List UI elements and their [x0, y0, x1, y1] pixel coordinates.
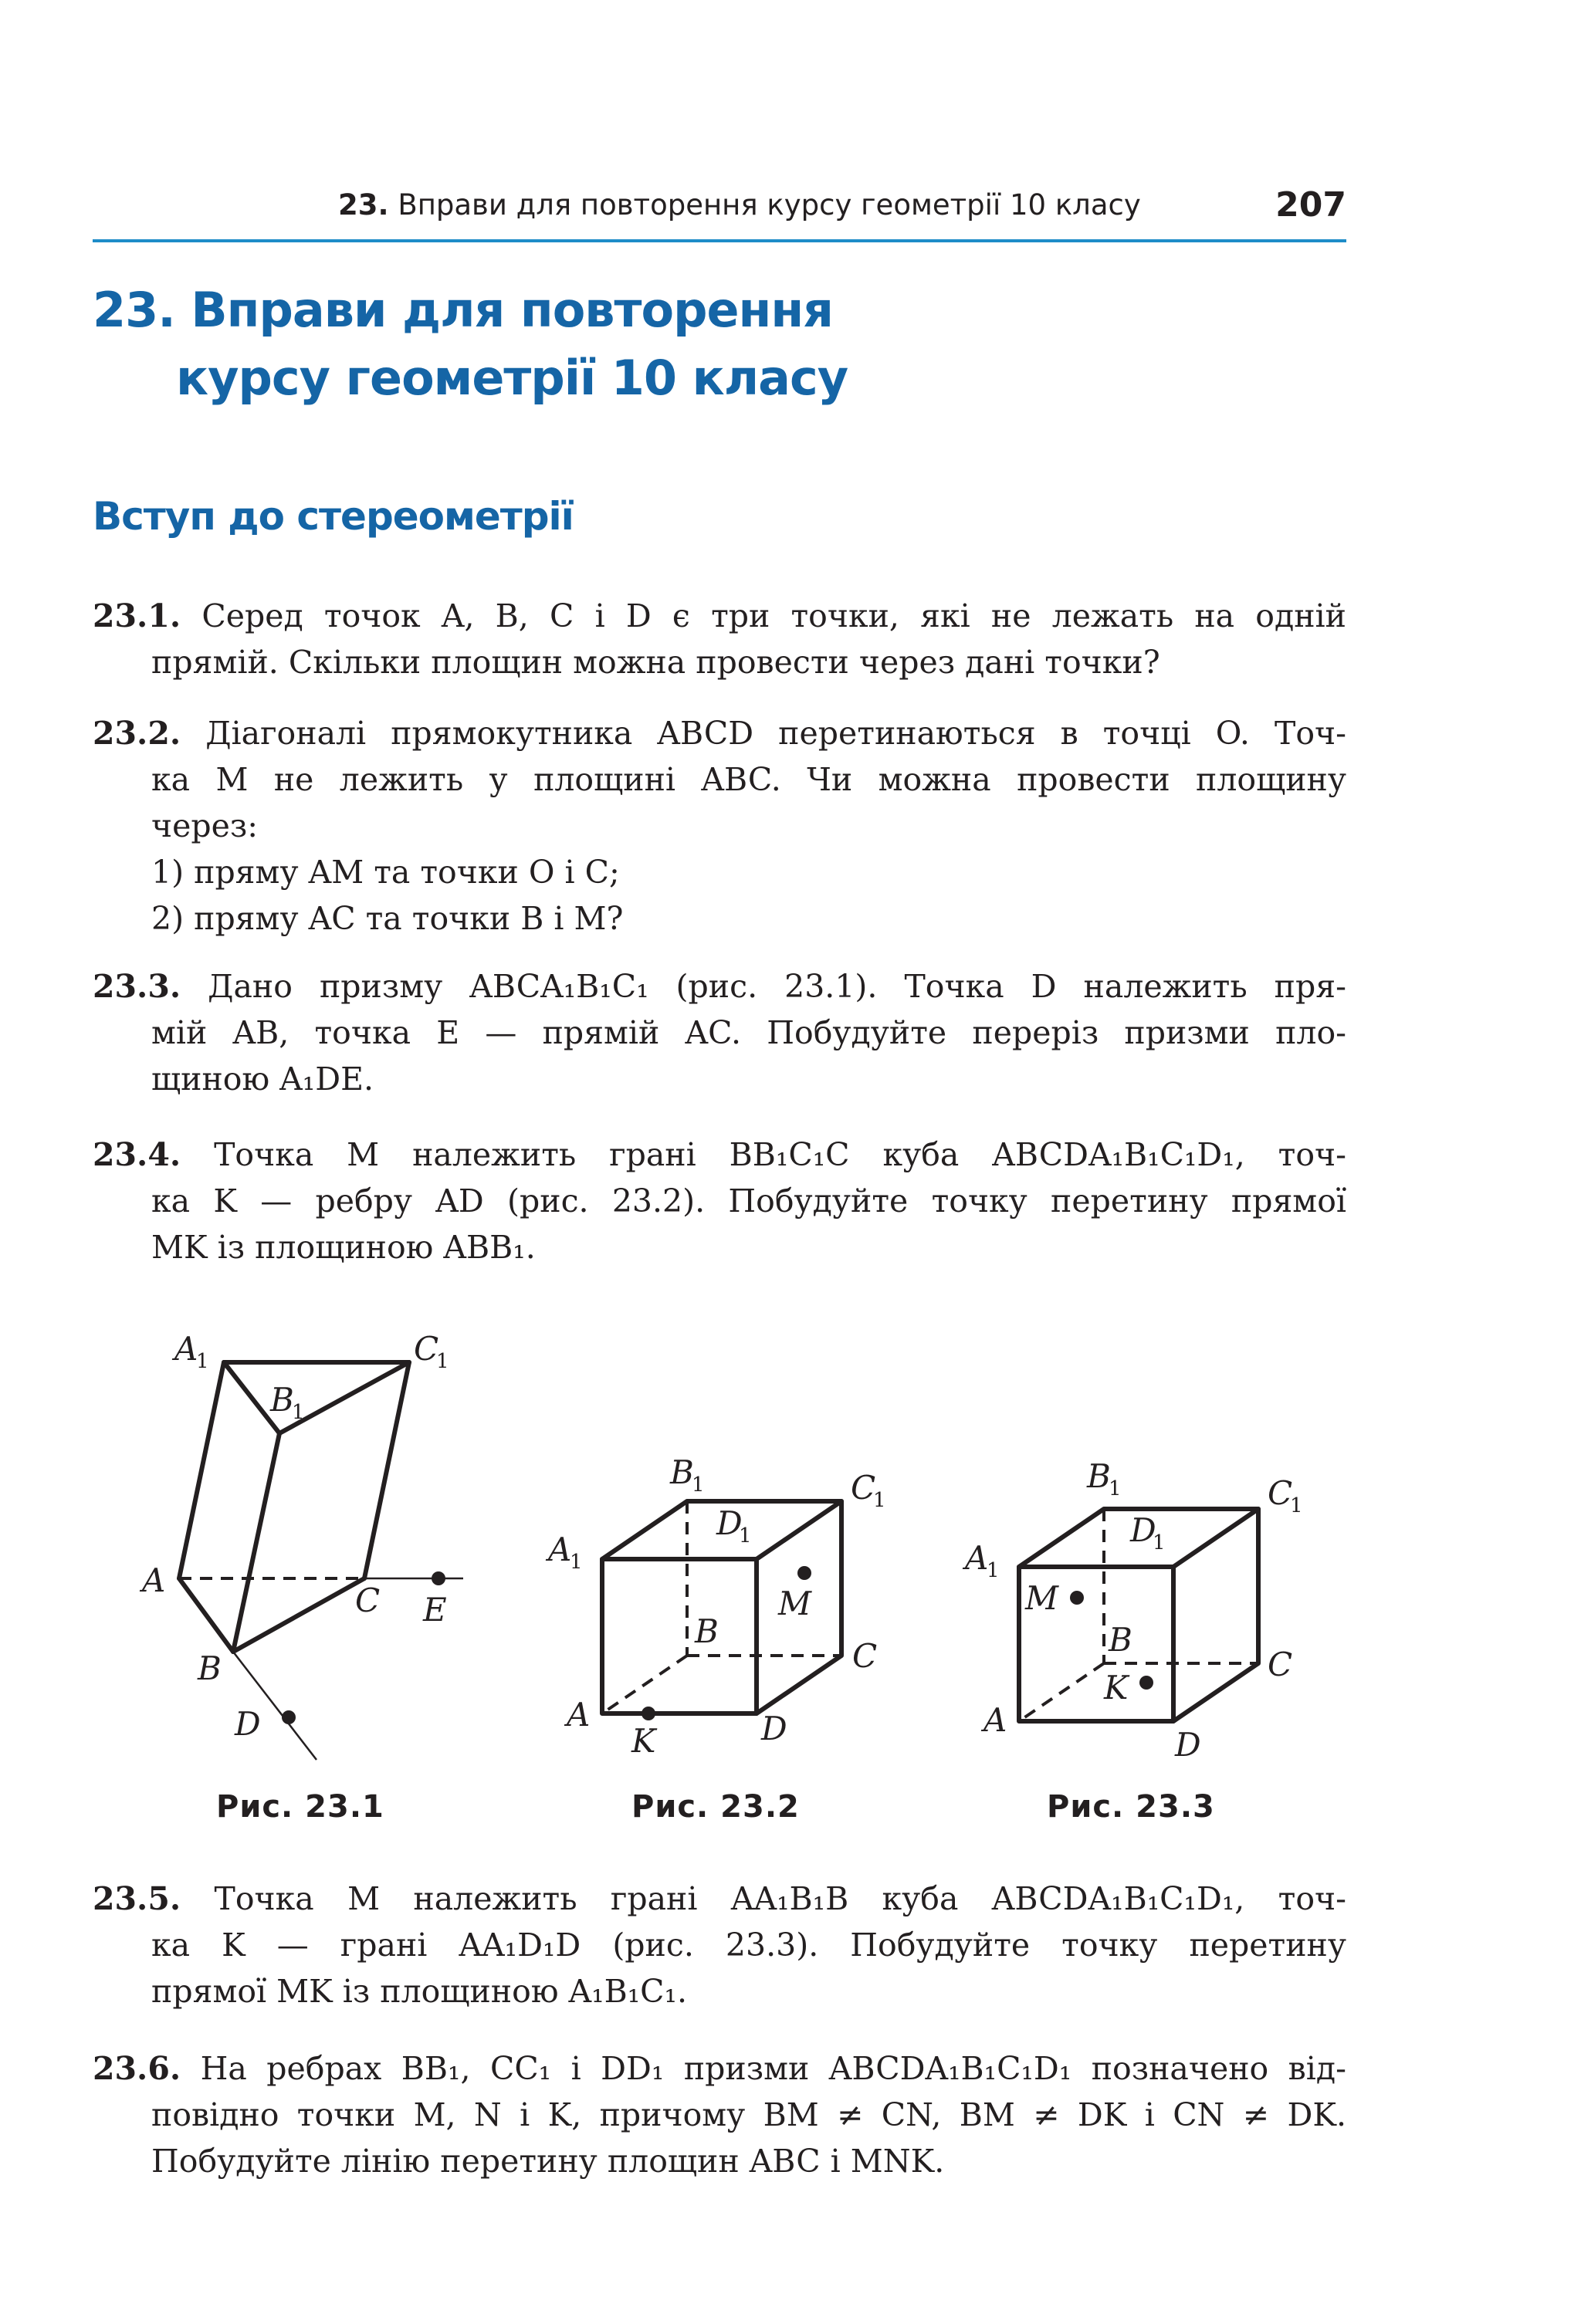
label-m: M — [778, 1585, 812, 1622]
label-a1: A — [174, 1330, 198, 1368]
subscript: 1 — [436, 1350, 449, 1373]
section-title: Вступ до стереометрії — [93, 494, 574, 539]
label-b: B — [198, 1649, 222, 1687]
exercise-line: прямої MK із площиною A₁B₁C₁. — [151, 1973, 687, 2010]
edge-a-a1 — [179, 1362, 224, 1578]
point-e — [432, 1571, 445, 1585]
exercise-line: 2) пряму AC та точки B і M? — [151, 900, 624, 937]
label-c1: C — [1268, 1474, 1293, 1512]
running-section-number: 23. — [338, 188, 389, 222]
label-k: K — [631, 1722, 656, 1760]
edge-b-b1 — [233, 1433, 279, 1652]
edge-a-b-hidden — [1019, 1663, 1104, 1721]
exercise-number: 23.4. — [93, 1136, 181, 1173]
subscript: 1 — [292, 1401, 305, 1424]
exercise-line: мій AB, точка E — прямій AC. Побудуйте переріз призми пло- — [151, 1014, 1346, 1051]
label-c1: C — [414, 1330, 439, 1368]
figure-23-3-cube — [957, 1447, 1328, 1779]
exercise-23-2 — [93, 710, 1346, 942]
running-title — [338, 188, 1141, 222]
edge-a-b — [179, 1578, 233, 1652]
figure-caption-23-2: Рис. 23.2 — [631, 1789, 800, 1825]
point-d — [282, 1710, 296, 1724]
label-b1: B — [1087, 1457, 1111, 1495]
subscript: 1 — [739, 1524, 752, 1548]
label-b: B — [1109, 1621, 1132, 1659]
label-c: C — [1268, 1646, 1293, 1683]
chapter-title-line-1: 23. Вправи для повторення — [93, 282, 833, 338]
exercise-line: Діагоналі прямокутника ABCD перетинаються в точці O. Точ- — [205, 715, 1346, 752]
exercise-line: через: — [151, 807, 259, 844]
label-d1: D — [716, 1504, 743, 1542]
chapter-title-line-2: курсу геометрії 10 класу — [176, 350, 848, 406]
face-front — [602, 1559, 757, 1713]
point-m — [1070, 1591, 1084, 1605]
label-c: C — [355, 1581, 381, 1619]
figure-caption-23-1: Рис. 23.1 — [216, 1789, 384, 1825]
exercise-line: Точка M належить грані AA₁B₁B куба ABCDA₁B₁C₁D₁, точ- — [214, 1880, 1346, 1917]
label-m: M — [1025, 1579, 1059, 1617]
exercise-line: На ребрах BB₁, CC₁ і DD₁ призми ABCDA₁B₁C₁D₁ позначено від- — [200, 2050, 1346, 2087]
exercise-line: ка K — ребру AD (рис. 23.2). Побудуйте точку перетину прямої — [151, 1182, 1346, 1220]
label-d: D — [1175, 1726, 1201, 1764]
exercise-line: Серед точок A, B, C і D є три точки, які не лежать на одній — [201, 597, 1346, 634]
label-a1: A — [965, 1539, 989, 1577]
point-m — [797, 1566, 811, 1580]
label-a: A — [983, 1701, 1007, 1739]
label-a: A — [142, 1561, 166, 1599]
running-section-title: Вправи для повторення курсу геометрії 10 класу — [398, 188, 1141, 222]
exercise-line: 1) пряму AM та точки O і C; — [151, 854, 620, 891]
label-b1: B — [670, 1453, 694, 1491]
figure-23-2-cube — [540, 1443, 911, 1775]
exercise-number: 23.3. — [93, 968, 181, 1005]
exercise-line: MK із площиною ABB₁. — [151, 1229, 536, 1266]
header-rule — [93, 239, 1346, 242]
label-b1: B — [270, 1381, 294, 1419]
label-e: E — [423, 1591, 447, 1629]
point-k — [642, 1707, 655, 1720]
subscript: 1 — [1290, 1494, 1303, 1517]
exercise-line: Побудуйте лінію перетину площин ABC і MNK. — [151, 2143, 945, 2180]
exercise-23-4 — [93, 1132, 1346, 1270]
exercise-number: 23.6. — [93, 2050, 181, 2087]
edge-b-c — [233, 1578, 364, 1652]
label-c: C — [852, 1637, 878, 1675]
label-c1: C — [851, 1469, 876, 1507]
figure-23-1-prism — [131, 1312, 494, 1768]
label-k: K — [1104, 1669, 1129, 1707]
subscript: 1 — [1109, 1477, 1122, 1500]
exercise-line: ка M не лежить у площині ABC. Чи можна провести площину — [151, 761, 1346, 798]
subscript: 1 — [196, 1350, 209, 1373]
exercise-number: 23.1. — [93, 597, 181, 634]
label-b: B — [695, 1612, 719, 1650]
exercise-23-3 — [93, 963, 1346, 1102]
subscript: 1 — [570, 1551, 583, 1574]
subscript: 1 — [987, 1559, 1000, 1582]
figure-caption-23-3: Рис. 23.3 — [1047, 1789, 1215, 1825]
label-a1: A — [548, 1531, 572, 1568]
exercise-line: повідно точки M, N і K, причому BM ≠ CN, BM ≠ DK і CN ≠ DK. — [151, 2096, 1346, 2133]
exercise-23-6 — [93, 2045, 1346, 2184]
label-d: D — [761, 1710, 787, 1747]
exercise-23-1 — [93, 593, 1346, 685]
point-k — [1139, 1676, 1153, 1690]
label-a: A — [567, 1696, 591, 1734]
subscript: 1 — [1153, 1531, 1166, 1554]
exercise-line: Дано призму ABCA₁B₁C₁ (рис. 23.1). Точка D належить пря- — [208, 968, 1346, 1005]
exercise-number: 23.2. — [93, 715, 181, 752]
exercise-line: ка K — грані AA₁D₁D (рис. 23.3). Побудуйте точку перетину — [151, 1927, 1346, 1964]
exercise-line: прямій. Скільки площин можна провести через дані точки? — [151, 644, 1160, 681]
label-d1: D — [1130, 1511, 1156, 1549]
edge-a-b-hidden — [602, 1656, 687, 1713]
page-number: 207 — [1275, 185, 1346, 225]
exercise-number: 23.5. — [93, 1880, 181, 1917]
edge-c-c1 — [364, 1362, 409, 1578]
chapter-title — [93, 276, 848, 412]
face-right — [1173, 1509, 1258, 1721]
subscript: 1 — [692, 1473, 705, 1497]
exercise-line: Точка M належить грані BB₁C₁C куба ABCDA₁B₁C₁D₁, точ- — [214, 1136, 1346, 1173]
label-d: D — [235, 1705, 261, 1743]
subscript: 1 — [873, 1489, 886, 1512]
exercise-line: щиною A₁DE. — [151, 1061, 374, 1098]
running-head — [93, 184, 1346, 230]
exercise-23-5 — [93, 1876, 1346, 2014]
